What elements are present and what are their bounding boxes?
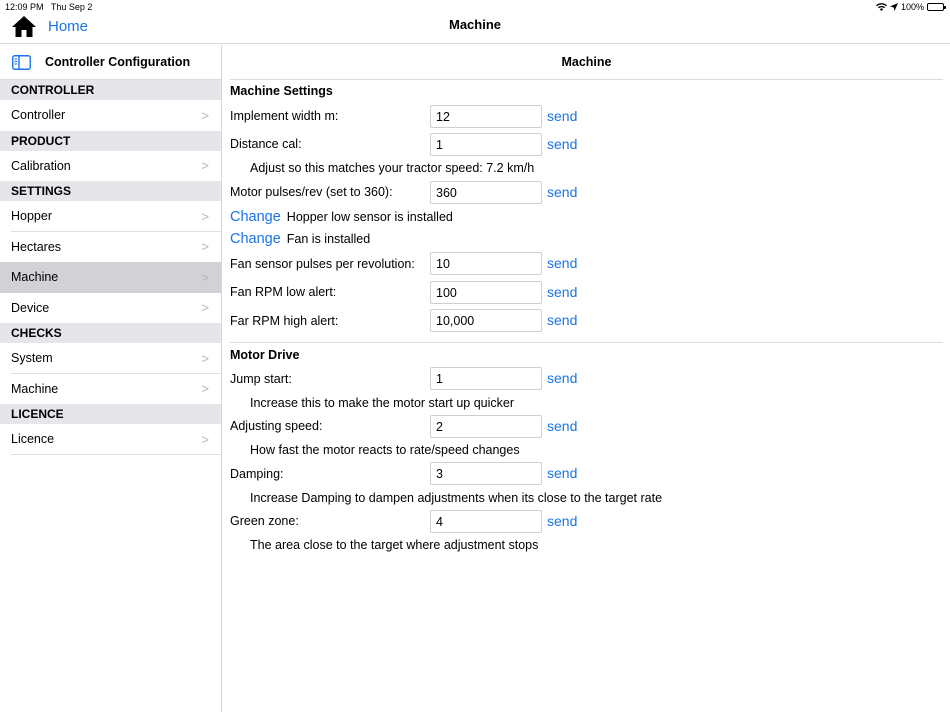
damping-input[interactable] xyxy=(430,462,542,485)
damping-label: Damping: xyxy=(230,467,284,481)
sidebar-item-hopper[interactable] xyxy=(0,201,221,232)
motor-drive-title: Motor Drive xyxy=(230,348,300,362)
section-header-licence: LICENCE xyxy=(0,404,221,424)
sidebar-title: Controller Configuration xyxy=(45,55,191,69)
battery-percent: 100% xyxy=(900,2,924,12)
section-header-settings: SETTINGS xyxy=(0,181,221,201)
home-label: Home xyxy=(48,17,89,35)
sidebar-item-label: Controller xyxy=(11,108,66,123)
sidebar-item-system[interactable] xyxy=(0,343,221,374)
sidebar-item-controller[interactable] xyxy=(0,100,221,131)
fan-rpm-high-send-button[interactable]: send xyxy=(547,312,578,328)
green-zone-hint: The area close to the target where adjustment stops xyxy=(250,538,539,552)
fan-row xyxy=(230,231,370,247)
status-bar xyxy=(0,0,950,14)
clock: 12:09 PM xyxy=(5,2,44,12)
navigation-bar xyxy=(0,14,950,44)
fan-pulses-label: Fan sensor pulses per revolution: xyxy=(230,257,415,271)
sidebar-item-checks-machine[interactable] xyxy=(0,374,221,405)
sidebar-item-label: System xyxy=(11,351,53,366)
sidebar xyxy=(0,45,222,712)
hopper-sensor-change-button[interactable]: Change xyxy=(230,209,281,225)
green-zone-input[interactable] xyxy=(430,510,542,533)
sidebar-item-label: Hectares xyxy=(11,239,62,254)
detail-panel xyxy=(223,45,950,712)
distance-cal-send-button[interactable]: send xyxy=(547,136,578,152)
fan-change-button[interactable]: Change xyxy=(230,231,281,247)
jump-start-hint: Increase this to make the motor start up quicker xyxy=(250,396,515,410)
sidebar-item-device[interactable] xyxy=(0,293,221,324)
chevron-right-icon: > xyxy=(201,107,209,123)
sidebar-item-label: Machine xyxy=(11,381,59,396)
damping-hint: Increase Damping to dampen adjustments when its close to the target rate xyxy=(250,491,663,505)
fan-rpm-high-input[interactable] xyxy=(430,309,542,332)
fan-rpm-low-input[interactable] xyxy=(430,281,542,304)
distance-cal-label: Distance cal: xyxy=(230,137,302,151)
fan-pulses-input[interactable] xyxy=(430,252,542,275)
motor-pulses-label: Motor pulses/rev (set to 360): xyxy=(230,185,393,199)
section-header-controller: CONTROLLER xyxy=(0,80,221,100)
section-divider xyxy=(230,342,943,343)
jump-start-label: Jump start: xyxy=(230,372,292,386)
status-indicators xyxy=(876,2,944,12)
jump-start-input[interactable] xyxy=(430,367,542,390)
sidebar-item-label: Licence xyxy=(11,432,55,447)
chevron-right-icon: > xyxy=(201,269,209,285)
nav-title: Machine xyxy=(448,17,501,32)
damping-send-button[interactable]: send xyxy=(547,465,578,481)
distance-cal-hint: Adjust so this matches your tractor speed: 7.2 km/h xyxy=(250,161,535,175)
chevron-right-icon: > xyxy=(201,381,209,397)
detail-title: Machine xyxy=(230,45,943,80)
chevron-right-icon: > xyxy=(201,431,209,447)
sidebar-item-hectares[interactable] xyxy=(0,232,221,263)
fan-rpm-low-label: Fan RPM low alert: xyxy=(230,285,337,299)
adjusting-speed-input[interactable] xyxy=(430,415,542,438)
sidebar-item-label: Calibration xyxy=(11,158,71,173)
hopper-sensor-row xyxy=(230,209,453,225)
hopper-sensor-status: Hopper low sensor is installed xyxy=(286,210,453,224)
chevron-right-icon: > xyxy=(201,208,209,224)
fan-rpm-low-send-button[interactable]: send xyxy=(547,284,578,300)
adjusting-speed-hint: How fast the motor reacts to rate/speed changes xyxy=(250,443,520,457)
fan-pulses-send-button[interactable]: send xyxy=(547,255,578,271)
chevron-right-icon: > xyxy=(201,158,209,174)
implement-width-label: Implement width m: xyxy=(230,109,339,123)
sidebar-header xyxy=(0,45,221,80)
green-zone-send-button[interactable]: send xyxy=(547,513,578,529)
sidebar-item-label: Machine xyxy=(11,270,59,285)
green-zone-label: Green zone: xyxy=(230,514,299,528)
implement-width-input[interactable] xyxy=(430,105,542,128)
fan-status: Fan is installed xyxy=(286,232,371,246)
motor-pulses-send-button[interactable]: send xyxy=(547,184,578,200)
sidebar-item-machine[interactable] xyxy=(0,262,221,293)
adjusting-speed-label: Adjusting speed: xyxy=(230,419,323,433)
chevron-right-icon: > xyxy=(201,350,209,366)
date: Thu Sep 2 xyxy=(50,2,93,12)
sidebar-item-label: Hopper xyxy=(11,209,52,224)
chevron-right-icon: > xyxy=(201,300,209,316)
implement-width-send-button[interactable]: send xyxy=(547,108,578,124)
machine-settings-title: Machine Settings xyxy=(230,84,333,98)
adjusting-speed-send-button[interactable]: send xyxy=(547,418,578,434)
status-time xyxy=(5,2,92,12)
sidebar-toggle-icon[interactable] xyxy=(12,55,31,70)
sidebar-item-licence[interactable] xyxy=(0,424,221,455)
fan-rpm-high-label: Far RPM high alert: xyxy=(230,314,339,328)
sidebar-item-label: Device xyxy=(11,300,50,315)
distance-cal-input[interactable] xyxy=(430,133,542,156)
battery-icon xyxy=(927,3,944,11)
section-header-checks: CHECKS xyxy=(0,323,221,343)
motor-pulses-input[interactable] xyxy=(430,181,542,204)
wifi-icon xyxy=(876,3,887,11)
section-header-product: PRODUCT xyxy=(0,131,221,151)
location-arrow-icon xyxy=(890,3,898,11)
chevron-right-icon: > xyxy=(201,239,209,255)
jump-start-send-button[interactable]: send xyxy=(547,370,578,386)
sidebar-item-calibration[interactable] xyxy=(0,151,221,182)
